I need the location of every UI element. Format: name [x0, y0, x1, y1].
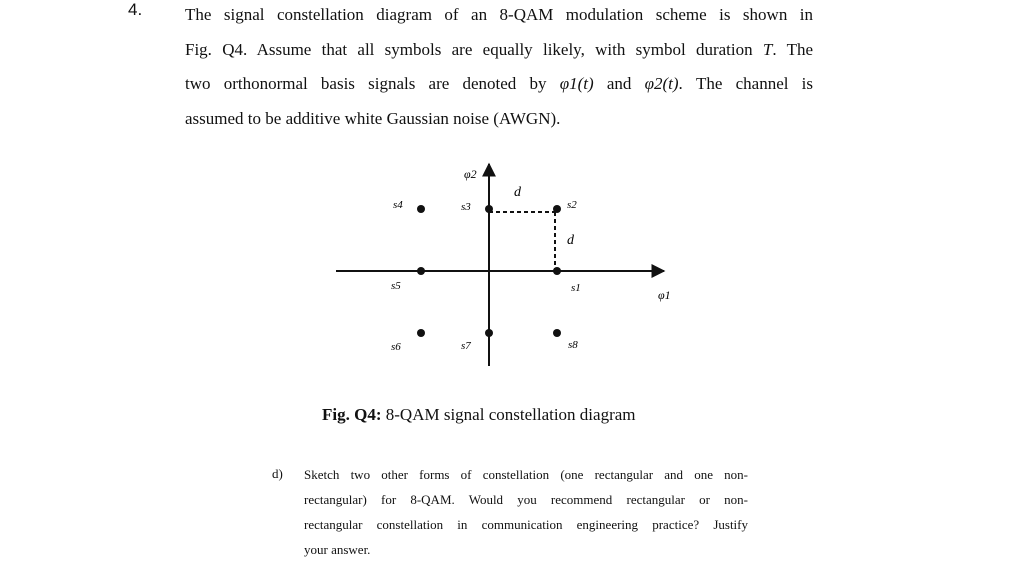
symbol-point-s5 [417, 267, 425, 275]
phi2-axis-label: φ2 [464, 167, 477, 181]
symbol-label-s8: s8 [568, 339, 578, 351]
subquestion-label: d) [272, 466, 283, 481]
symbol-label-s5: s5 [391, 280, 401, 292]
constellation-points [391, 199, 581, 353]
symbol-point-s1 [553, 267, 561, 275]
phi1-axis-label: φ1 [658, 288, 671, 302]
question-number: 4. [128, 0, 143, 19]
symbol-point-s3 [485, 205, 493, 213]
question-line-1: The signal constellation diagram of an 8-QAM modulation scheme is shown in [185, 5, 813, 24]
basis-phi2: φ2(t) [644, 74, 679, 93]
symbol-label-s2: s2 [567, 199, 577, 211]
subquestion-text [304, 462, 748, 562]
symbol-label-s7: s7 [461, 340, 471, 352]
symbol-point-s2 [553, 205, 561, 213]
distance-label-vertical: d [567, 233, 574, 248]
symbol-label-s3: s3 [461, 201, 471, 213]
basis-phi1: φ1(t) [559, 74, 594, 93]
symbol-point-s7 [485, 329, 493, 337]
subquestion-line-2: rectangular) for 8-QAM. Would you recommend rectangular or non- [304, 492, 748, 507]
subquestion-line-4: your answer. [304, 542, 371, 557]
distance-label-horizontal: d [514, 185, 521, 200]
question-line-4: assumed to be additive white Gaussian noise (AWGN). [185, 108, 561, 128]
symbol-point-s6 [417, 329, 425, 337]
symbol-duration: T [762, 39, 773, 59]
symbol-label-s6: s6 [391, 341, 401, 353]
symbol-label-s4: s4 [393, 199, 403, 211]
subquestion-line-1: Sketch two other forms of constellation (one rectangular and one non- [304, 467, 748, 482]
question-line-2: Fig. Q4. Assume that all symbols are equally likely, with symbol duration T. The [185, 39, 813, 59]
symbol-point-s4 [417, 205, 425, 213]
symbol-label-s1: s1 [571, 282, 581, 294]
symbol-point-s8 [553, 329, 561, 337]
subquestion-line-3: rectangular constellation in communication engineering practice? Justify [304, 517, 748, 532]
question-line-3: two orthonormal basis signals are denoted by φ1(t) and φ2(t). The channel is [185, 74, 813, 93]
figure-caption: Fig. Q4: 8-QAM signal constellation diagram [322, 405, 636, 424]
